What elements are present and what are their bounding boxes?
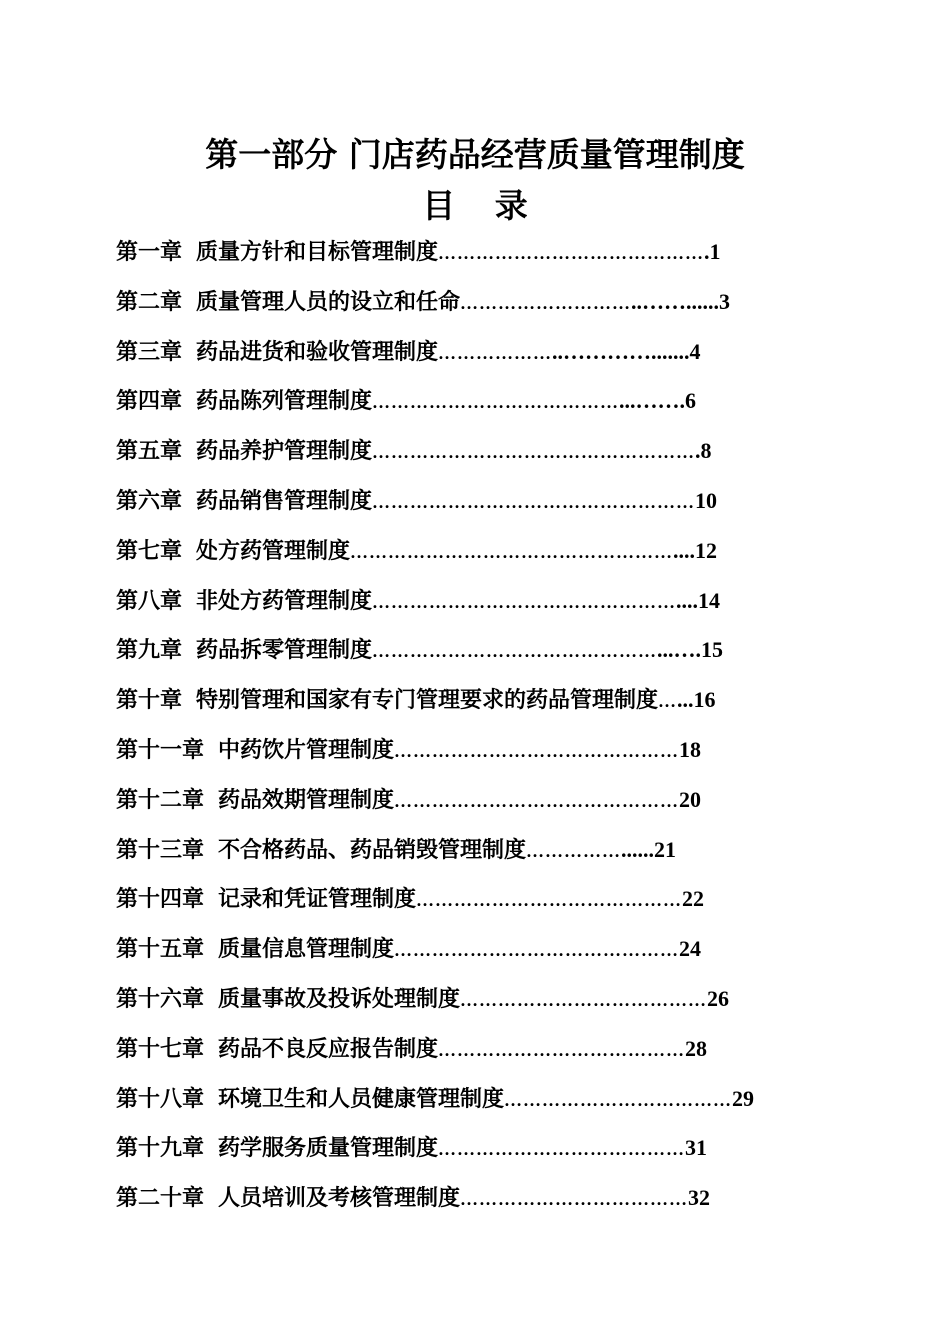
toc-entry-title: 药品不良反应报告制度: [218, 1036, 439, 1062]
toc-entry[interactable]: [116, 832, 836, 882]
toc-leader-dots: …: [658, 691, 678, 712]
toc-entry-title: 处方药管理制度: [196, 538, 351, 564]
toc-chapter-number: 第一章: [116, 240, 183, 265]
toc-chapter-number: 第十章: [116, 688, 183, 714]
toc-leader-dots: ………………………………………: [372, 641, 658, 662]
toc-page-number: ..……......3: [631, 288, 731, 314]
toc-chapter-number: 第十九章: [116, 1136, 205, 1162]
toc-entry[interactable]: [116, 1180, 836, 1230]
toc-leader-dots: ……………………………………: [416, 890, 683, 911]
toc-entry[interactable]: [116, 234, 836, 284]
toc-chapter-number: 第九章: [116, 638, 183, 664]
toc-leader-dots: ……………………………………………: [350, 541, 674, 562]
toc-page-number: 20: [679, 786, 702, 812]
toc-leader-dots: …………………………………: [438, 1139, 686, 1160]
toc-page-number: ....12: [673, 537, 718, 563]
toc-entry[interactable]: [116, 981, 836, 1031]
toc-leader-dots: ……………………………………………: [372, 442, 696, 463]
document-heading: 第一部分 门店药品经营质量管理制度: [205, 135, 745, 174]
toc-page-number: 31: [685, 1135, 708, 1161]
toc-chapter-number: 第七章: [116, 538, 183, 564]
toc-chapter-number: 第六章: [116, 488, 183, 514]
toc-chapter-number: 第十二章: [116, 787, 205, 813]
toc-chapter-number: 第十三章: [116, 837, 205, 863]
toc-page-number: ...16: [677, 687, 716, 713]
toc-chapter-number: 第五章: [116, 439, 183, 465]
toc-chapter-number: 第二章: [116, 289, 183, 315]
toc-entry[interactable]: [116, 632, 836, 682]
toc-leader-dots: …………………………………: [372, 392, 620, 413]
toc-entry[interactable]: [116, 533, 836, 583]
toc-entry-title: 药品效期管理制度: [218, 787, 395, 813]
toc-entry-title: 记录和凭证管理制度: [218, 887, 417, 913]
toc-page-number: .1: [704, 239, 721, 264]
toc-leader-dots: ………………: [438, 342, 553, 363]
toc-page-number: ..………….......4: [552, 338, 701, 364]
toc-leader-dots: ………………………: [460, 292, 632, 313]
toc-page-number: 24: [679, 936, 702, 962]
toc-entry[interactable]: [116, 433, 836, 483]
toc-entry-title: 药品销售管理制度: [196, 488, 373, 514]
toc-leader-dots: ……………: [526, 840, 622, 861]
toc-entry-title: 环境卫生和人员健康管理制度: [218, 1086, 505, 1112]
toc-entry[interactable]: [116, 1081, 836, 1131]
toc-entry[interactable]: [116, 483, 836, 533]
toc-chapter-number: 第十八章: [116, 1086, 205, 1112]
toc-page-number: ....14: [676, 587, 721, 613]
toc-page-number: .8: [695, 438, 712, 464]
toc-page-number: 10: [695, 487, 718, 513]
toc-page-number: ...….15: [657, 637, 724, 663]
toc-chapter-number: 第十五章: [116, 937, 205, 963]
toc-leader-dots: ………………………………: [504, 1089, 733, 1110]
toc-leader-dots: ………………………………: [460, 1189, 689, 1210]
toc-entry-title: 质量管理人员的设立和任命: [196, 289, 461, 315]
toc-chapter-number: 第十四章: [116, 887, 205, 913]
toc-page-number: 29: [732, 1085, 755, 1111]
toc-page-number: ......21: [621, 836, 677, 862]
toc-chapter-number: 第三章: [116, 339, 183, 365]
toc-entry[interactable]: [116, 383, 836, 433]
toc-leader-dots: ………………………………………: [394, 740, 680, 761]
toc-entry-title: 中药饮片管理制度: [218, 737, 395, 763]
toc-entry[interactable]: [116, 1031, 836, 1081]
toc-leader-dots: ……………………………………………: [372, 491, 696, 512]
toc-entry[interactable]: [116, 334, 836, 384]
toc-entry-title: 药学服务质量管理制度: [218, 1136, 439, 1162]
toc-entry-title: 质量信息管理制度: [218, 937, 395, 963]
toc-page-number: 28: [685, 1035, 708, 1061]
toc-page-number: 18: [679, 736, 702, 762]
toc-entry[interactable]: [116, 682, 836, 732]
toc-chapter-number: 第十六章: [116, 986, 205, 1012]
toc-chapter-number: 第十七章: [116, 1036, 205, 1062]
toc-entry-title: 药品拆零管理制度: [196, 638, 373, 664]
toc-entry-title: 不合格药品、药品销毁管理制度: [218, 837, 527, 863]
toc-entry-title: 药品养护管理制度: [196, 439, 373, 465]
toc-entry[interactable]: [116, 1130, 836, 1180]
toc-chapter-number: 第八章: [116, 588, 183, 614]
toc-entry-title: 人员培训及考核管理制度: [218, 1186, 461, 1212]
toc-leader-dots: …………………………………: [438, 1039, 686, 1060]
toc-entry-title: 特别管理和国家有专门管理要求的药品管理制度: [196, 688, 659, 714]
toc-leader-dots: ……………………………………: [438, 243, 705, 263]
toc-leader-dots: ………………………………………: [394, 790, 680, 811]
toc-chapter-number: 第四章: [116, 389, 183, 415]
toc-entry[interactable]: [116, 732, 836, 782]
toc-page-number: 22: [682, 886, 705, 912]
table-of-contents: [116, 234, 836, 1230]
toc-entry[interactable]: [116, 881, 836, 931]
toc-entry-title: 质量事故及投诉处理制度: [218, 986, 461, 1012]
toc-leader-dots: …………………………………: [460, 989, 708, 1010]
toc-entry[interactable]: [116, 583, 836, 633]
toc-entry-title: 质量方针和目标管理制度: [196, 240, 439, 265]
toc-heading: 目 录: [422, 186, 542, 225]
toc-chapter-number: 第十一章: [116, 737, 205, 763]
toc-page-number: 32: [688, 1185, 711, 1211]
toc-entry[interactable]: [116, 782, 836, 832]
toc-entry-title: 药品陈列管理制度: [196, 389, 373, 415]
toc-chapter-number: 第二十章: [116, 1186, 205, 1212]
toc-leader-dots: ………………………………………: [394, 940, 680, 961]
toc-entry-title: 药品进货和验收管理制度: [196, 339, 439, 365]
toc-entry[interactable]: [116, 284, 836, 334]
toc-entry[interactable]: [116, 931, 836, 981]
toc-page-number: 26: [707, 985, 730, 1011]
toc-leader-dots: …………………………………………: [372, 591, 677, 612]
toc-page-number: ...…….6: [619, 388, 697, 414]
toc-entry-title: 非处方药管理制度: [196, 588, 373, 614]
